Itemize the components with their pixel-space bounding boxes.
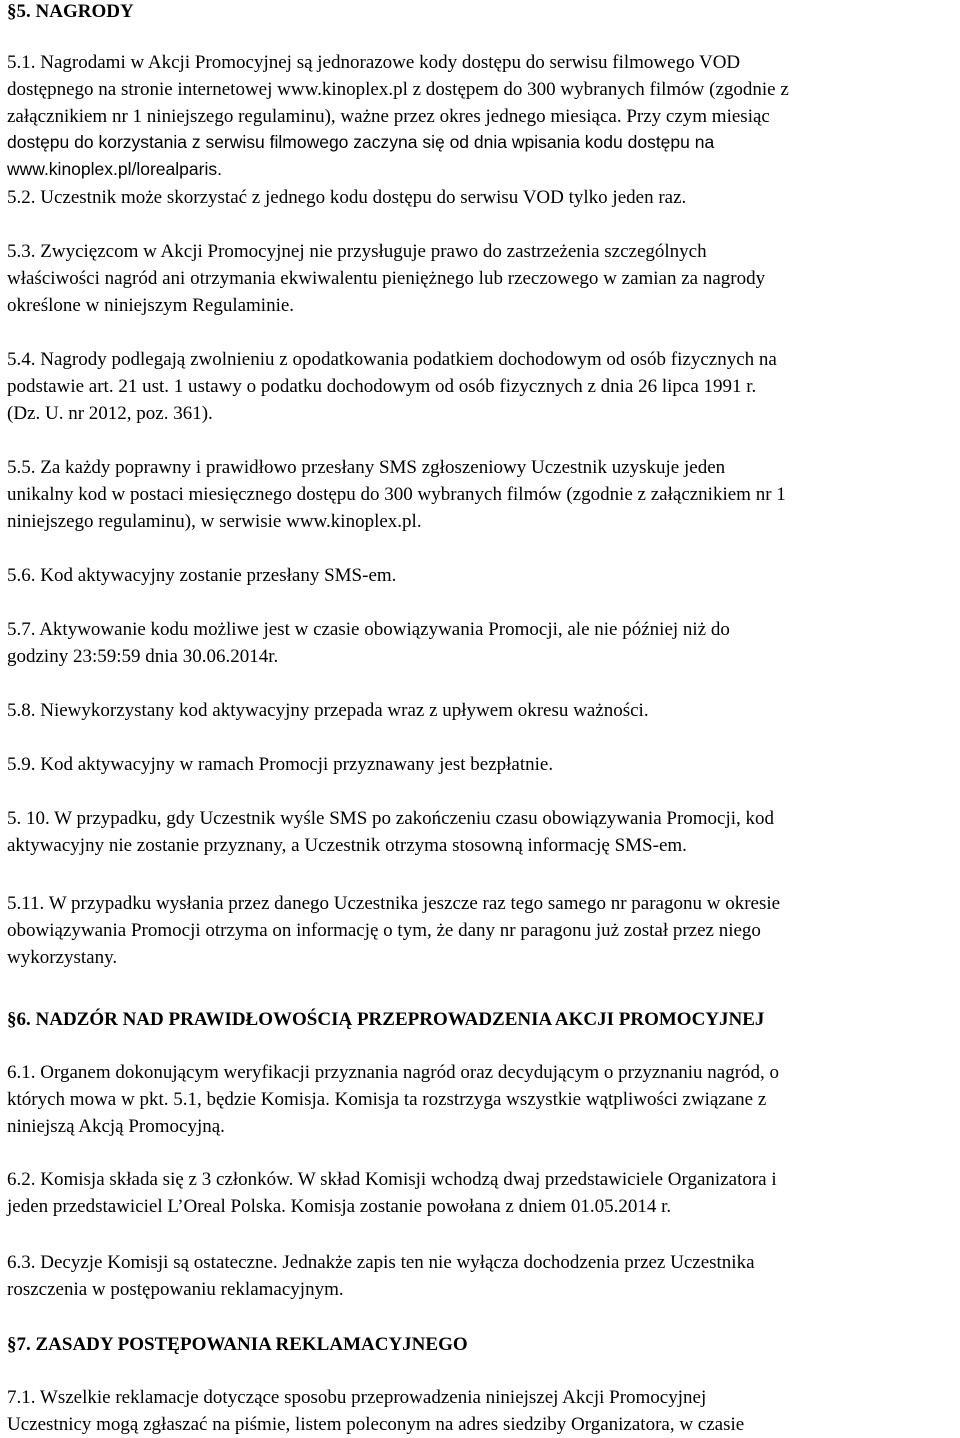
paragraph-5-9: 5.9. Kod aktywacyjny w ramach Promocji przyznawany jest bezpłatnie. [7,754,554,775]
section-6-heading: §6. NADZÓR NAD PRAWIDŁOWOŚCIĄ PRZEPROWADZENIA AKCJI PROMOCYJNEJ [7,1009,765,1030]
paragraph-5-1-line-3: załącznikiem nr 1 niniejszego regulaminu), ważne przez okres jednego miesiąca. Przy czym miesiąc [7,106,770,127]
paragraph-6-2-line-1: 6.2. Komisja składa się z 3 członków. W skład Komisji wchodzą dwaj przedstawiciele Organizatora i [7,1169,777,1190]
paragraph-5-3-line-2: właściwości nagród ani otrzymania ekwiwalentu pieniężnego lub rzeczowego w zamian za nagrody [7,268,766,289]
paragraph-5-11-line-2: obowiązywania Promocji otrzyma on informację o tym, że dany nr paragonu już został przez niego [7,920,761,941]
paragraph-7-1-line-2: Uczestnicy mogą zgłaszać na piśmie, listem poleconym na adres siedziby Organizatora, w czasie [7,1414,745,1435]
paragraph-5-4-line-1: 5.4. Nagrody podlegają zwolnieniu z opodatkowania podatkiem dochodowym od osób fizycznych na [7,349,777,370]
paragraph-6-1-line-2: których mowa w pkt. 5.1, będzie Komisja. Komisja ta rozstrzyga wszystkie wątpliwości związane z [7,1089,767,1110]
paragraph-5-1-line-2: dostępnego na stronie internetowej www.kinoplex.pl z dostępem do 300 wybranych filmów (zgodnie z [7,79,789,100]
paragraph-5-6: 5.6. Kod aktywacyjny zostanie przesłany SMS-em. [7,565,397,586]
paragraph-5-5-line-3: niniejszego regulaminu), w serwisie www.kinoplex.pl. [7,511,422,532]
paragraph-5-11-line-1: 5.11. W przypadku wysłania przez danego Uczestnika jeszcze raz tego samego nr paragonu w okresie [7,893,781,914]
paragraph-5-1-line-4: dostępu do korzystania z serwisu filmowego zaczyna się od dnia wpisania kodu dostępu na [7,132,715,152]
paragraph-5-5-line-2: unikalny kod w postaci miesięcznego dostępu do 300 wybranych filmów (zgodnie z załącznikiem nr 1 [7,484,786,505]
section-5-heading: §5. NAGRODY [7,1,134,22]
paragraph-5-8: 5.8. Niewykorzystany kod aktywacyjny przepada wraz z upływem okresu ważności. [7,700,649,721]
section-7-heading: §7. ZASADY POSTĘPOWANIA REKLAMACYJNEGO [7,1334,468,1355]
paragraph-5-1-line-1: 5.1. Nagrodami w Akcji Promocyjnej są jednorazowe kody dostępu do serwisu filmowego VOD [7,52,741,73]
paragraph-5-3-line-1: 5.3. Zwycięzcom w Akcji Promocyjnej nie przysługuje prawo do zastrzeżenia szczególnych [7,241,707,262]
paragraph-5-10-line-1: 5. 10. W przypadku, gdy Uczestnik wyśle SMS po zakończeniu czasu obowiązywania Promocji, kod [7,808,775,829]
paragraph-6-1-line-1: 6.1. Organem dokonującym weryfikacji przyznania nagród oraz decydującym o przyznaniu nagród, o [7,1062,780,1083]
paragraph-7-1-line-1: 7.1. Wszelkie reklamacje dotyczące sposobu przeprowadzenia niniejszej Akcji Promocyjnej [7,1387,707,1408]
paragraph-5-4-line-2: podstawie art. 21 ust. 1 ustawy o podatku dochodowym od osób fizycznych z dnia 26 lipca 1991 r. [7,376,757,397]
paragraph-5-2: 5.2. Uczestnik może skorzystać z jednego kodu dostępu do serwisu VOD tylko jeden raz. [7,187,687,208]
paragraph-5-3-line-3: określone w niniejszym Regulaminie. [7,295,295,316]
paragraph-6-2-line-2: jeden przedstawiciel L’Oreal Polska. Komisja zostanie powołana z dniem 01.05.2014 r. [7,1196,672,1217]
paragraph-5-10-line-2: aktywacyjny nie zostanie przyznany, a Uczestnik otrzyma stosowną informację SMS-em. [7,835,687,856]
paragraph-5-5-line-1: 5.5. Za każdy poprawny i prawidłowo przesłany SMS zgłoszeniowy Uczestnik uzyskuje jeden [7,457,726,478]
paragraph-6-1-line-3: niniejszą Akcją Promocyjną. [7,1116,225,1137]
paragraph-5-7-line-1: 5.7. Aktywowanie kodu możliwe jest w czasie obowiązywania Promocji, ale nie później niż do [7,619,730,640]
paragraph-5-7-line-2: godziny 23:59:59 dnia 30.06.2014r. [7,646,279,667]
paragraph-6-3-line-1: 6.3. Decyzje Komisji są ostateczne. Jednakże zapis ten nie wyłącza dochodzenia przez Uczestnika [7,1252,755,1273]
paragraph-5-1-line-5: www.kinoplex.pl/lorealparis. [7,159,222,179]
paragraph-5-11-line-3: wykorzystany. [7,947,118,968]
paragraph-5-4-line-3: (Dz. U. nr 2012, poz. 361). [7,403,213,424]
paragraph-6-3-line-2: roszczenia w postępowaniu reklamacyjnym. [7,1279,344,1300]
